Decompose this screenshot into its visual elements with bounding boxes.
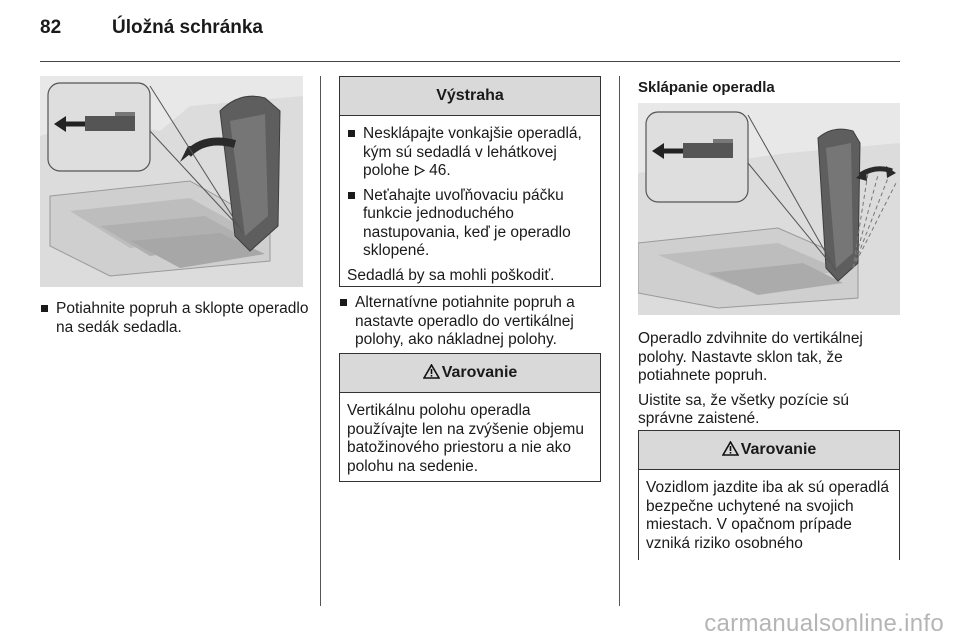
warning-box <box>638 430 900 560</box>
warning-triangle-icon <box>722 433 739 471</box>
header-rule <box>40 61 900 62</box>
page-reference: 46. <box>429 162 451 179</box>
instruction-bullet: Alternatívne potiahnite popruh a nastavte operadlo do vertikálnej polohy, ako nákladnej polohy. <box>339 294 604 350</box>
notice-note: Sedadlá by sa mohli poškodiť. <box>347 266 555 284</box>
left-column <box>40 300 310 343</box>
section-title: Sklápanie operadla <box>638 79 775 96</box>
warning-box <box>339 353 601 482</box>
warning-text: Vozidlom jazdite iba ak sú operadlá bezpečne uchytené na svojich miestach. V opačnom prípade vzniká riziko osobného <box>646 479 889 552</box>
seat-folding-illustration <box>40 76 303 287</box>
paragraph: Uistite sa, že všetky pozície sú správne zaistené. <box>638 391 850 427</box>
watermark: carmanualsonline.info <box>704 610 944 637</box>
warning-text: Vertikálnu polohu operadla používajte len na zvýšenie objemu batožinového priestoru a nie ako polohu na sedenie. <box>347 402 584 475</box>
instruction-bullet: Potiahnite popruh a sklopte operadlo na sedák sedadla. <box>40 300 310 337</box>
notice-box <box>339 76 601 287</box>
warning-header <box>639 431 899 470</box>
notice-title: Výstraha <box>340 77 600 116</box>
page-title: Úložná schránka <box>112 17 263 38</box>
paragraph: Operadlo zdvihnite do vertikálnej polohy. Nastavte sklon tak, že potiahnete popruh. <box>638 330 863 384</box>
column-divider-right <box>619 76 620 606</box>
page-header <box>40 17 263 39</box>
warning-header <box>340 354 600 393</box>
column-divider-left <box>320 76 321 606</box>
notice-item <box>347 125 593 181</box>
warning-title: Varovanie <box>441 364 518 381</box>
page-reference-icon <box>414 162 425 179</box>
notice-item-text: Nesklápajte vonkajšie operadlá, kým sú sedadlá v lehátkovej polohe <box>363 125 582 179</box>
right-column-text <box>638 330 900 435</box>
seat-raising-illustration <box>638 103 900 315</box>
warning-title: Varovanie <box>740 441 817 458</box>
section-heading <box>638 79 898 98</box>
notice-item: Neťahajte uvoľňovaciu páčku funkcie jednoduchého nastupovania, keď je operadlo sklopené. <box>347 187 593 261</box>
page-number: 82 <box>40 17 62 38</box>
warning-triangle-icon <box>423 356 440 394</box>
middle-column <box>339 294 604 356</box>
